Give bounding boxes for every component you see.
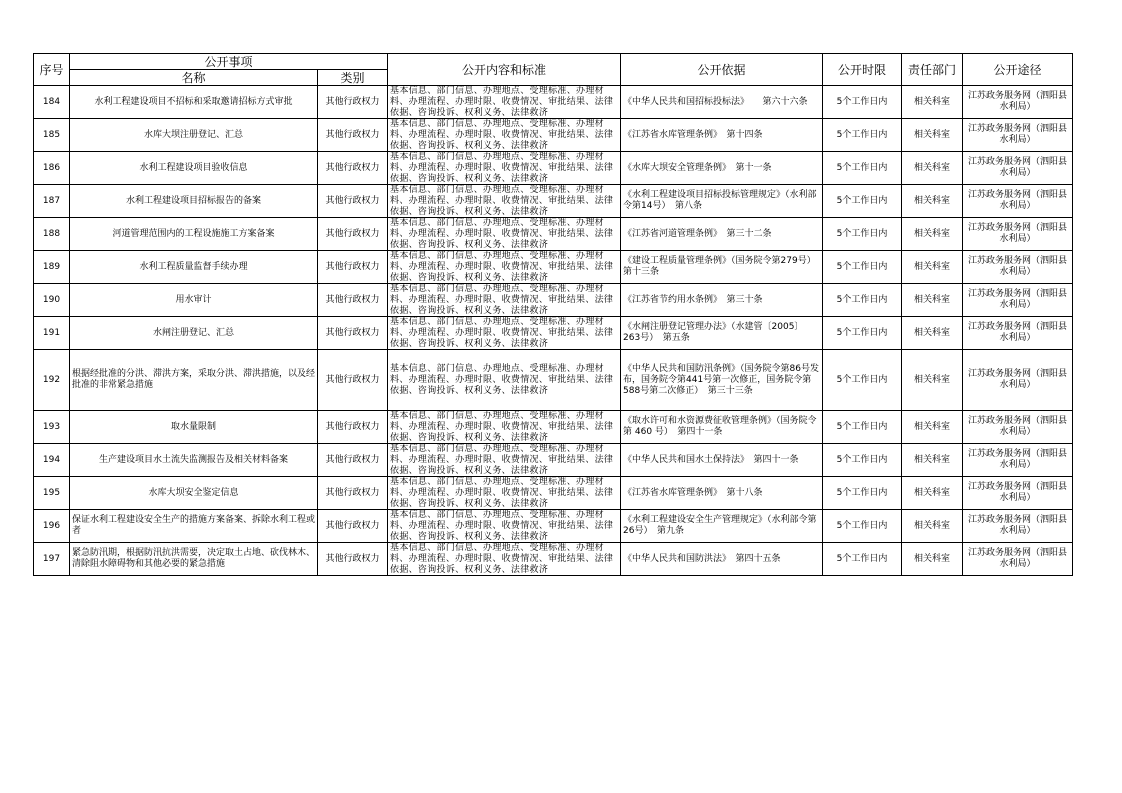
row-name: 水利工程建设项目招标报告的备案 — [70, 185, 318, 218]
table-row — [34, 251, 1073, 284]
row-channel: 江苏政务服务网（泗阳县水利局） — [963, 350, 1073, 411]
row-channel: 江苏政务服务网（泗阳县水利局） — [963, 543, 1073, 576]
row-content-text: 基本信息、部门信息、办理地点、受理标准、办理材料、办理流程、办理时限、收费情况、审批结果、法律依据、咨询投诉、权利义务、法律救济 — [390, 317, 614, 349]
table-row — [34, 218, 1073, 251]
row-content-text: 基本信息、部门信息、办理地点、受理标准、办理材料、办理流程、办理时限、收费情况、审批结果、法律依据、咨询投诉、权利义务、法律救济 — [390, 363, 614, 396]
table-row — [34, 444, 1073, 477]
row-seq: 186 — [34, 152, 70, 185]
row-basis: 《中华人民共和国水土保持法》 第四十一条 — [621, 444, 823, 477]
row-name: 水库大坝安全鉴定信息 — [70, 477, 318, 510]
row-channel: 江苏政务服务网（泗阳县水利局） — [963, 152, 1073, 185]
row-seq: 187 — [34, 185, 70, 218]
row-category: 其他行政权力 — [318, 119, 388, 152]
row-category: 其他行政权力 — [318, 152, 388, 185]
header-category: 类别 — [318, 70, 388, 86]
row-time-limit: 5个工作日内 — [823, 477, 902, 510]
header-seq: 序号 — [34, 54, 70, 86]
row-department: 相关科室 — [902, 317, 963, 350]
row-seq: 191 — [34, 317, 70, 350]
row-name: 取水量限制 — [70, 411, 318, 444]
row-seq: 192 — [34, 350, 70, 411]
row-basis: 《水库大坝安全管理条例》 第十一条 — [621, 152, 823, 185]
row-name: 保证水利工程建设安全生产的措施方案备案、拆除水利工程或者 — [70, 510, 318, 543]
row-category: 其他行政权力 — [318, 317, 388, 350]
row-content — [388, 543, 621, 576]
row-content — [388, 477, 621, 510]
row-time-limit: 5个工作日内 — [823, 411, 902, 444]
row-seq: 185 — [34, 119, 70, 152]
row-channel: 江苏政务服务网（泗阳县水利局） — [963, 510, 1073, 543]
row-time-limit: 5个工作日内 — [823, 119, 902, 152]
row-department: 相关科室 — [902, 284, 963, 317]
row-basis: 《中华人民共和国防汛条例》（国务院令第86号发布，国务院令第441号第一次修正，国务院令第588号第二次修正） 第三十三条 — [621, 350, 823, 411]
row-seq: 195 — [34, 477, 70, 510]
row-content — [388, 510, 621, 543]
row-name: 水闸注册登记、汇总 — [70, 317, 318, 350]
row-category: 其他行政权力 — [318, 86, 388, 119]
row-time-limit: 5个工作日内 — [823, 152, 902, 185]
row-time-limit: 5个工作日内 — [823, 317, 902, 350]
row-name: 水利工程建设项目不招标和采取邀请招标方式审批 — [70, 86, 318, 119]
row-department: 相关科室 — [902, 510, 963, 543]
row-content-text: 基本信息、部门信息、办理地点、受理标准、办理材料、办理流程、办理时限、收费情况、审批结果、法律依据、咨询投诉、权利义务、法律救济 — [390, 218, 614, 250]
row-content-text: 基本信息、部门信息、办理地点、受理标准、办理材料、办理流程、办理时限、收费情况、审批结果、法律依据、咨询投诉、权利义务、法律救济 — [390, 119, 614, 151]
row-channel: 江苏政务服务网（泗阳县水利局） — [963, 477, 1073, 510]
row-time-limit: 5个工作日内 — [823, 86, 902, 119]
row-content — [388, 317, 621, 350]
row-content-text: 基本信息、部门信息、办理地点、受理标准、办理材料、办理流程、办理时限、收费情况、审批结果、法律依据、咨询投诉、权利义务、法律救济 — [390, 185, 614, 217]
row-category: 其他行政权力 — [318, 411, 388, 444]
row-seq: 189 — [34, 251, 70, 284]
row-content — [388, 350, 621, 411]
row-content — [388, 152, 621, 185]
row-content-text: 基本信息、部门信息、办理地点、受理标准、办理材料、办理流程、办理时限、收费情况、审批结果、法律依据、咨询投诉、权利义务、法律救济 — [390, 543, 614, 575]
row-content-text: 基本信息、部门信息、办理地点、受理标准、办理材料、办理流程、办理时限、收费情况、审批结果、法律依据、咨询投诉、权利义务、法律救济 — [390, 152, 614, 184]
row-seq: 197 — [34, 543, 70, 576]
row-name: 水库大坝注册登记、汇总 — [70, 119, 318, 152]
row-content-text: 基本信息、部门信息、办理地点、受理标准、办理材料、办理流程、办理时限、收费情况、审批结果、法律依据、咨询投诉、权利义务、法律救济 — [390, 444, 614, 476]
row-channel: 江苏政务服务网（泗阳县水利局） — [963, 119, 1073, 152]
row-seq: 196 — [34, 510, 70, 543]
row-content-text: 基本信息、部门信息、办理地点、受理标准、办理材料、办理流程、办理时限、收费情况、审批结果、法律依据、咨询投诉、权利义务、法律救济 — [390, 477, 614, 509]
row-content — [388, 86, 621, 119]
row-seq: 194 — [34, 444, 70, 477]
row-name: 水利工程质量监督手续办理 — [70, 251, 318, 284]
row-time-limit: 5个工作日内 — [823, 284, 902, 317]
row-time-limit: 5个工作日内 — [823, 218, 902, 251]
row-name: 用水审计 — [70, 284, 318, 317]
table-row — [34, 284, 1073, 317]
row-name: 紧急防汛期，根据防汛抗洪需要，决定取土占地、砍伐林木、清除阻水障碍物和其他必要的紧急措施 — [70, 543, 318, 576]
row-time-limit: 5个工作日内 — [823, 444, 902, 477]
row-seq: 190 — [34, 284, 70, 317]
table-row — [34, 543, 1073, 576]
row-department: 相关科室 — [902, 119, 963, 152]
row-content-text: 基本信息、部门信息、办理地点、受理标准、办理材料、办理流程、办理时限、收费情况、审批结果、法律依据、咨询投诉、权利义务、法律救济 — [390, 284, 614, 316]
row-time-limit: 5个工作日内 — [823, 510, 902, 543]
row-department: 相关科室 — [902, 411, 963, 444]
row-department: 相关科室 — [902, 251, 963, 284]
row-seq: 188 — [34, 218, 70, 251]
row-category: 其他行政权力 — [318, 284, 388, 317]
row-category: 其他行政权力 — [318, 185, 388, 218]
row-department: 相关科室 — [902, 543, 963, 576]
row-basis: 《取水许可和水资源费征收管理条例》（国务院令第 460 号） 第四十一条 — [621, 411, 823, 444]
row-content — [388, 411, 621, 444]
table-row — [34, 317, 1073, 350]
row-category: 其他行政权力 — [318, 218, 388, 251]
row-channel: 江苏政务服务网（泗阳县水利局） — [963, 251, 1073, 284]
row-department: 相关科室 — [902, 218, 963, 251]
row-category: 其他行政权力 — [318, 444, 388, 477]
header-department: 责任部门 — [902, 54, 963, 86]
row-content — [388, 218, 621, 251]
row-name: 河道管理范围内的工程设施施工方案备案 — [70, 218, 318, 251]
row-category: 其他行政权力 — [318, 477, 388, 510]
row-channel: 江苏政务服务网（泗阳县水利局） — [963, 411, 1073, 444]
row-content — [388, 185, 621, 218]
row-basis: 《中华人民共和国招标投标法》 第六十六条 — [621, 86, 823, 119]
row-name: 生产建设项目水土流失监测报告及相关材料备案 — [70, 444, 318, 477]
row-category: 其他行政权力 — [318, 510, 388, 543]
table-row — [34, 477, 1073, 510]
table-row — [34, 119, 1073, 152]
row-department: 相关科室 — [902, 444, 963, 477]
row-content — [388, 444, 621, 477]
row-basis: 《水闸注册登记管理办法》（水建管〔2005〕263号） 第五条 — [621, 317, 823, 350]
row-seq: 184 — [34, 86, 70, 119]
header-time-limit: 公开时限 — [823, 54, 902, 86]
row-basis: 《江苏省节约用水条例》 第三十条 — [621, 284, 823, 317]
row-channel: 江苏政务服务网（泗阳县水利局） — [963, 86, 1073, 119]
row-time-limit: 5个工作日内 — [823, 251, 902, 284]
row-content-text: 基本信息、部门信息、办理地点、受理标准、办理材料、办理流程、办理时限、收费情况、审批结果、法律依据、咨询投诉、权利义务、法律救济 — [390, 251, 614, 283]
row-time-limit: 5个工作日内 — [823, 350, 902, 411]
row-basis: 《江苏省水库管理条例》 第十四条 — [621, 119, 823, 152]
disclosure-table — [33, 53, 1073, 576]
table-row — [34, 185, 1073, 218]
row-basis: 《江苏省水库管理条例》 第十八条 — [621, 477, 823, 510]
row-content-text: 基本信息、部门信息、办理地点、受理标准、办理材料、办理流程、办理时限、收费情况、审批结果、法律依据、咨询投诉、权利义务、法律救济 — [390, 411, 614, 443]
row-department: 相关科室 — [902, 350, 963, 411]
row-time-limit: 5个工作日内 — [823, 185, 902, 218]
row-basis: 《建设工程质量管理条例》（国务院令第279号） 第十三条 — [621, 251, 823, 284]
row-name: 根据经批准的分洪、滞洪方案，采取分洪、滞洪措施，以及经批准的非常紧急措施 — [70, 350, 318, 411]
header-public-item: 公开事项 — [70, 54, 388, 70]
row-content — [388, 284, 621, 317]
row-department: 相关科室 — [902, 152, 963, 185]
table-row — [34, 152, 1073, 185]
table-body — [34, 86, 1073, 576]
header-channel: 公开途径 — [963, 54, 1073, 86]
row-content-text: 基本信息、部门信息、办理地点、受理标准、办理材料、办理流程、办理时限、收费情况、审批结果、法律依据、咨询投诉、权利义务、法律救济 — [390, 86, 614, 118]
table-row — [34, 510, 1073, 543]
row-seq: 193 — [34, 411, 70, 444]
row-channel: 江苏政务服务网（泗阳县水利局） — [963, 185, 1073, 218]
row-basis: 《江苏省河道管理条例》 第三十二条 — [621, 218, 823, 251]
header-basis: 公开依据 — [621, 54, 823, 86]
row-department: 相关科室 — [902, 86, 963, 119]
row-channel: 江苏政务服务网（泗阳县水利局） — [963, 444, 1073, 477]
row-basis: 《水利工程建设项目招标投标管理规定》（水利部令第14号） 第八条 — [621, 185, 823, 218]
header-name: 名称 — [70, 70, 318, 86]
table-row — [34, 411, 1073, 444]
row-department: 相关科室 — [902, 185, 963, 218]
row-department: 相关科室 — [902, 477, 963, 510]
table-row — [34, 86, 1073, 119]
row-time-limit: 5个工作日内 — [823, 543, 902, 576]
row-category: 其他行政权力 — [318, 543, 388, 576]
row-content-text: 基本信息、部门信息、办理地点、受理标准、办理材料、办理流程、办理时限、收费情况、审批结果、法律依据、咨询投诉、权利义务、法律救济 — [390, 510, 614, 542]
row-basis: 《水利工程建设安全生产管理规定》（水利部令第26号） 第九条 — [621, 510, 823, 543]
row-category: 其他行政权力 — [318, 350, 388, 411]
row-channel: 江苏政务服务网（泗阳县水利局） — [963, 284, 1073, 317]
row-basis: 《中华人民共和国防洪法》 第四十五条 — [621, 543, 823, 576]
row-content — [388, 251, 621, 284]
row-content — [388, 119, 621, 152]
header-content: 公开内容和标准 — [388, 54, 621, 86]
row-channel: 江苏政务服务网（泗阳县水利局） — [963, 218, 1073, 251]
row-category: 其他行政权力 — [318, 251, 388, 284]
row-name: 水利工程建设项目验收信息 — [70, 152, 318, 185]
table-row — [34, 350, 1073, 411]
row-channel: 江苏政务服务网（泗阳县水利局） — [963, 317, 1073, 350]
